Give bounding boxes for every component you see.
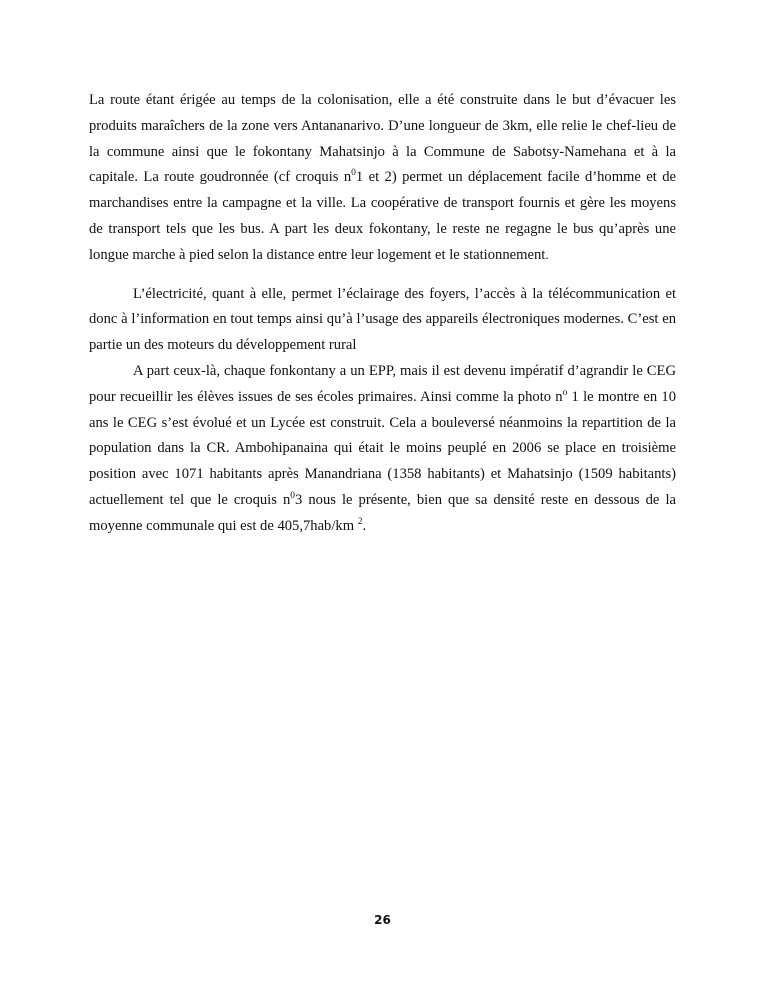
superscript: 0 — [290, 491, 295, 502]
paragraph-schools-text-c: 3 nous le présente, bien que sa densité reste en dessous de la moyenne communale qui est de 405,7hab/km — [89, 491, 676, 534]
document-page — [89, 88, 676, 540]
paragraph-schools-text-b: 1 le montre en 10 ans le CEG s’est évolué et un Lycée est construit. Cela a bouleversé néanmoins la repartition de la population dans la CR. Ambohipanaina qui était le moins peuplé en 2006 se place en troisième position avec 1071 habitants après Manandriana (1358 habitants) et Mahatsinjo (1509 habitants) actuellement tel que le croquis n — [89, 388, 676, 508]
paragraph-schools-text-d: . — [362, 517, 367, 534]
paragraph-road — [89, 88, 676, 269]
paragraph-schools-text-a: A part ceux-là, chaque fonkontany a un EPP, mais il est devenu impératif d’agrandir le CEG pour recueillir les élèves issues de ses écoles primaires. Ainsi comme la photo n — [89, 362, 676, 405]
paragraph-road-end-punct: . — [545, 246, 549, 263]
superscript: 0 — [351, 168, 356, 179]
paragraph-schools — [89, 359, 676, 540]
page-number: 26 — [374, 913, 391, 927]
paragraph-road-text-a: La route étant érigée au temps de la colonisation, elle a été construite dans le but d’évacuer les produits maraîchers de la zone vers Antananarivo. D’une longueur de 3km, elle relie le chef-lieu de la commune ainsi que le fokontany Mahatsinjo à la Commune de Sabotsy-Namehana et à la capitale. La route goudronnée (cf croquis n — [89, 92, 676, 186]
superscript: 2 — [357, 516, 363, 527]
paragraph-road-text-b: 1 et 2) permet un déplacement facile d’homme et de marchandises entre la campagne et la ville. La coopérative de transport fournis et gère les moyens de transport tels que les bus. A part les deux fokontany, le reste ne regagne le bus qu’après une longue marche à pied selon la distance entre leur logement et le stationnement — [89, 169, 676, 263]
superscript: o — [562, 387, 568, 398]
paragraph-electricity: L’électricité, quant à elle, permet l’éclairage des foyers, l’accès à la télécommunication et donc à l’information en tout temps ainsi qu’à l’usage des appareils électroniques modernes. C’est en partie un des moteurs du développement rural — [89, 285, 676, 354]
